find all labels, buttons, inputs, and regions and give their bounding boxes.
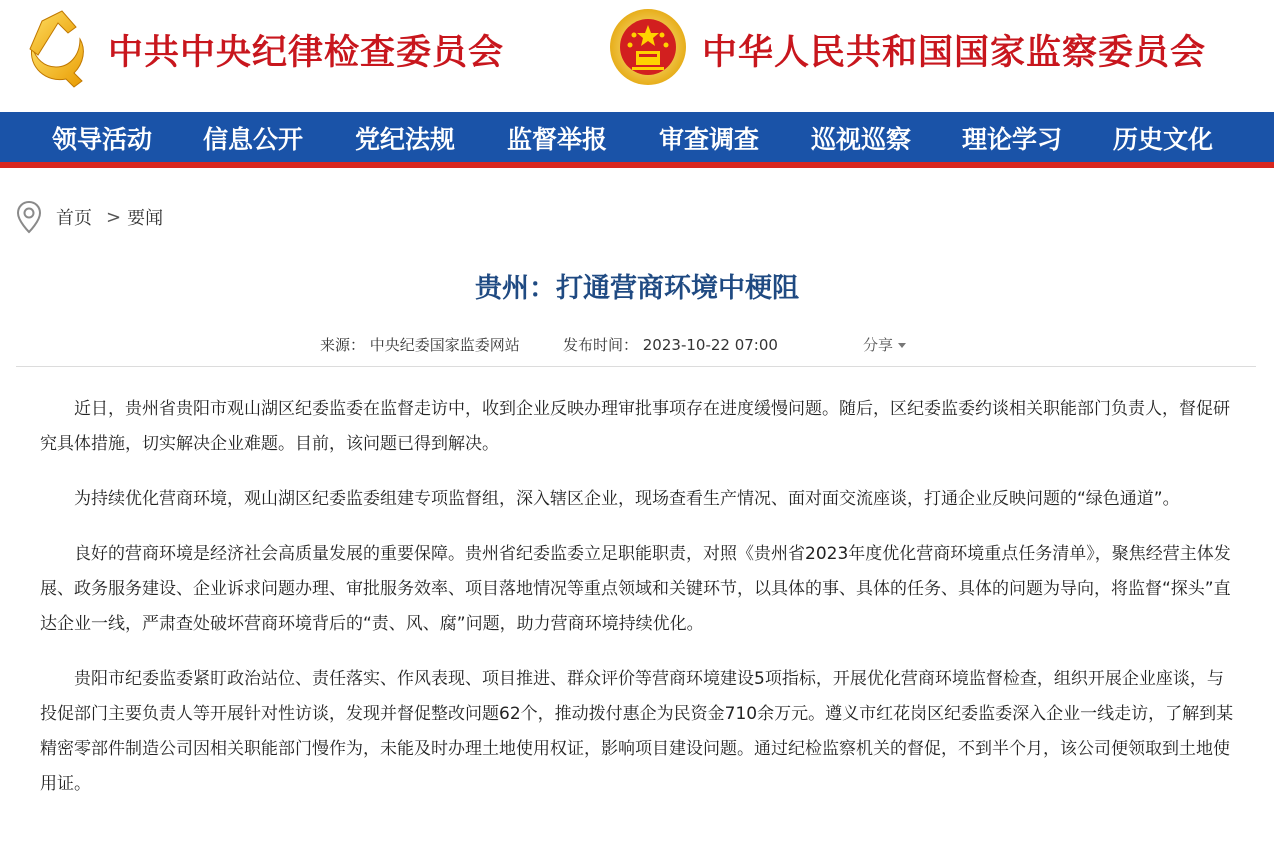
nav-item-investigation[interactable]: 审查调查 [659, 125, 760, 154]
national-supervision-brand[interactable] [608, 0, 1206, 100]
article-paragraph: 贵阳市纪委监委紧盯政治站位、责任落实、作风表现、项目推进、群众评价等营商环境建设5项指标，开展优化营商环境监督检查，组织开展企业座谈，与投促部门主要负责人等开展针对性访谈，发现并督促整改问题62个，推动拨付惠企为民资金710余万元。遵义市红花岗区纪委监委深入企业一线走访，了解到某精密零部件制造公司因相关职能部门慢作为，未能及时办理土地使用权证，影响项目建设问题。通过纪检监察机关的督促，不到半个月，该公司便领取到土地使用证。 [40, 669, 1234, 794]
article-publish-time: 发布时间： 2023-10-22 07:00 [563, 336, 778, 354]
caret-down-icon [898, 343, 906, 348]
nav-item-leadership[interactable]: 领导活动 [52, 125, 153, 154]
share-label: 分享 [863, 336, 894, 354]
cpc-discipline-title: 中共中央纪律检查委员会 [108, 32, 505, 73]
breadcrumb-separator: > [106, 206, 122, 228]
nav-item-report[interactable]: 监督举报 [507, 125, 608, 154]
site-header [0, 0, 1274, 112]
nav-item-history-culture[interactable]: 历史文化 [1113, 125, 1214, 154]
location-pin-icon [16, 200, 42, 234]
nav-item-theory-study[interactable]: 理论学习 [962, 125, 1063, 154]
breadcrumb-home-link[interactable]: 首页 [56, 208, 92, 229]
share-button[interactable] [863, 334, 906, 355]
main-nav [0, 112, 1274, 168]
national-supervision-title: 中华人民共和国国家监察委员会 [702, 32, 1207, 73]
article-paragraph: 为持续优化营商环境，观山湖区纪委监委组建专项监督组，深入辖区企业，现场查看生产情况、面对面交流座谈，打通企业反映问题的“绿色通道”。 [74, 489, 1180, 509]
article-source: 来源： 中央纪委国家监委网站 [320, 336, 520, 354]
divider [16, 366, 1256, 367]
article-title: 贵州：打通营商环境中梗阻 [475, 273, 799, 304]
breadcrumb [16, 200, 163, 234]
article-paragraph: 良好的营商环境是经济社会高质量发展的重要保障。贵州省纪委监委立足职能职责，对照《贵州省2023年度优化营商环境重点任务清单》，聚焦经营主体发展、政务服务建设、企业诉求问题办理、审批服务效率、项目落地情况等重点领域和关键环节，以具体的事、具体的任务、具体的问题为导向，将监督“探头”直达企业一线，严肃查处破坏营商环境背后的“责、风、腐”问题，助力营商环境持续优化。 [40, 544, 1231, 634]
nav-item-party-regulations[interactable]: 党纪法规 [355, 125, 456, 154]
breadcrumb-current-link[interactable]: 要闻 [127, 208, 164, 229]
cpc-discipline-brand[interactable] [18, 0, 504, 100]
nav-item-inspection[interactable]: 巡视巡察 [811, 125, 912, 154]
nav-item-info-disclosure[interactable]: 信息公开 [203, 125, 304, 154]
article-body [40, 392, 1240, 822]
party-emblem-icon [18, 7, 94, 93]
article-paragraph: 近日，贵州省贵阳市观山湖区纪委监委在监督走访中，收到企业反映办理审批事项存在进度缓慢问题。随后，区纪委监委约谈相关职能部门负责人，督促研究具体措施，切实解决企业难题。目前，该问题已得到解决。 [40, 399, 1230, 454]
national-emblem-icon [608, 5, 688, 95]
